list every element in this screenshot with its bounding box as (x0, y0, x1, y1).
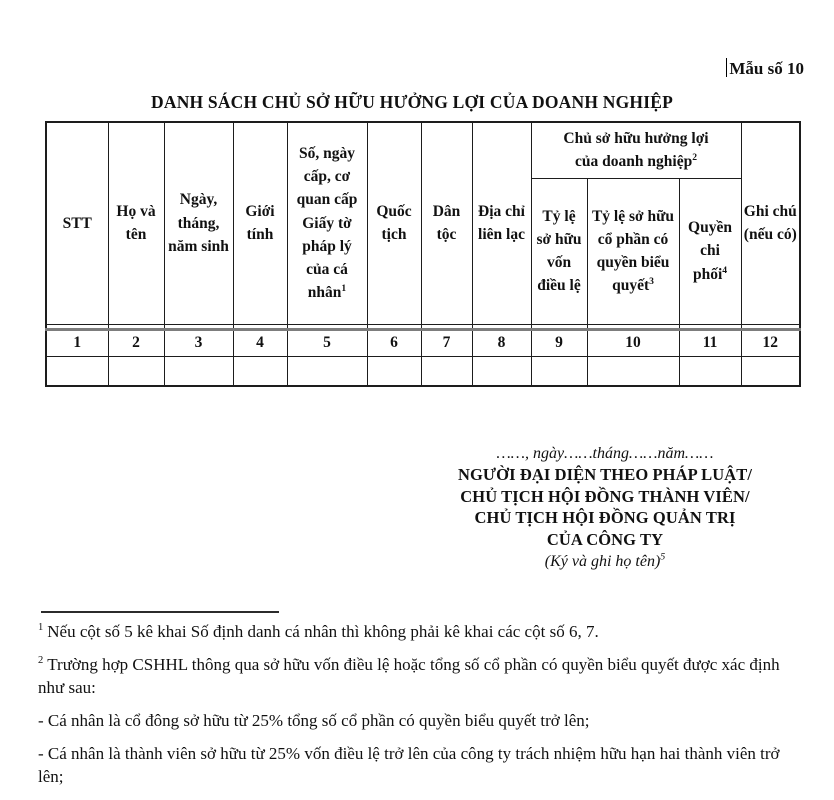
footnote-ref-2: 2 (692, 152, 697, 164)
signatory-title-line-2: CHỦ TỊCH HỘI ĐỒNG THÀNH VIÊN/ (460, 486, 750, 506)
col-header-charter-capital-ratio: Tỷ lệ sở hữu vốn điều lệ (531, 178, 587, 324)
data-entry-cell[interactable] (108, 356, 164, 386)
column-number-cell: 6 (367, 329, 421, 356)
data-entry-cell[interactable] (367, 356, 421, 386)
signature-block (390, 443, 820, 573)
col-header-voting-shares-ratio: Tỷ lệ sở hữu cổ phần có quyền biểu quyết$^3$ (587, 178, 679, 324)
column-number-cell: 8 (472, 329, 531, 356)
column-number-cell: 1 (46, 329, 108, 356)
footnote-item-3: - Cá nhân là cổ đông sở hữu từ 25% tổng số cổ phần có quyền biểu quyết trở lên; (38, 711, 590, 730)
footnote-item-4: - Cá nhân là thành viên sở hữu từ 25% vốn điều lệ trở lên của công ty trách nhiệm hữu hạn hai thành viên trở lên; (38, 744, 780, 786)
footnote-ref-5: 5 (660, 551, 666, 563)
col-header-nationality: Quốc tịch (367, 122, 421, 324)
signature-date-line: ……, ngày……tháng……năm…… (496, 445, 714, 462)
text-cursor (726, 58, 728, 77)
signatory-title-line-4: CỦA CÔNG TY (546, 529, 664, 549)
col-header-full-name: Họ và tên (108, 122, 164, 324)
signatory-title-line-1: NGƯỜI ĐẠI DIỆN THEO PHÁP LUẬT/ (457, 465, 753, 484)
footnote-ref-4: 4 (722, 264, 728, 276)
form-number-label (726, 58, 804, 79)
col-header-stt: STT (46, 122, 108, 324)
beneficial-owners-table (45, 121, 801, 387)
data-entry-cell[interactable] (741, 356, 800, 386)
column-number-cell: 10 (587, 329, 679, 356)
signing-instruction: (Ký và ghi họ tên)$^5$ (544, 551, 666, 570)
footnote-ref-3: 3 (649, 276, 654, 288)
data-entry-cell[interactable] (421, 356, 472, 386)
col-header-birth-date: Ngày, tháng, năm sinh (164, 122, 233, 324)
col-header-notes: Ghi chú (nếu có) (741, 122, 800, 324)
data-entry-row (46, 356, 800, 386)
data-entry-cell[interactable] (587, 356, 679, 386)
footnote-item-1: $^1$ Nếu cột số 5 kê khai Số định danh cá nhân thì không phải kê khai các cột số 6, 7. (38, 622, 599, 641)
col-header-ethnicity: Dân tộc (421, 122, 472, 324)
footnote-marker-2: 2 (38, 655, 44, 667)
column-number-cell: 3 (164, 329, 233, 356)
data-entry-cell[interactable] (46, 356, 108, 386)
footnote-separator-line (41, 611, 279, 613)
table-header-row-1 (46, 122, 800, 178)
data-entry-cell[interactable] (164, 356, 233, 386)
col-header-control-right: Quyền chi phối$^4$ (679, 178, 741, 324)
footnote-marker-1: 1 (38, 622, 44, 634)
footnotes-section (38, 605, 802, 798)
column-number-cell: 9 (531, 329, 587, 356)
column-number-cell: 5 (287, 329, 367, 356)
col-header-gender: Giới tính (233, 122, 287, 324)
footnote-item-2: $^2$ Trường hợp CSHHL thông qua sở hữu vốn điều lệ hoặc tổng số cổ phần có quyền biểu quyết được xác định như sau: (38, 655, 780, 697)
column-numbers-row (46, 329, 800, 356)
column-number-cell: 2 (108, 329, 164, 356)
data-entry-cell[interactable] (679, 356, 741, 386)
col-header-legal-id: Số, ngày cấp, cơ quan cấp Giấy tờ pháp lý của cá nhân$^1$ (287, 122, 367, 324)
col-group-header-beneficial-owner: Chủ sở hữu hưởng lợi của doanh nghiệp$^2$ (531, 122, 741, 178)
document-title: DANH SÁCH CHỦ SỞ HỮU HƯỞNG LỢI CỦA DOANH NGHIỆP (151, 92, 673, 112)
data-entry-cell[interactable] (287, 356, 367, 386)
form-number-text: Mẫu số 10 (729, 59, 804, 78)
signatory-title-line-3: CHỦ TỊCH HỘI ĐỒNG QUẢN TRỊ (474, 508, 736, 527)
column-number-cell: 7 (421, 329, 472, 356)
footnote-ref-1: 1 (341, 283, 347, 295)
column-number-cell: 11 (679, 329, 741, 356)
data-entry-cell[interactable] (472, 356, 531, 386)
data-entry-cell[interactable] (233, 356, 287, 386)
column-number-cell: 12 (741, 329, 800, 356)
data-entry-cell[interactable] (531, 356, 587, 386)
col-header-contact-address: Địa chỉ liên lạc (472, 122, 531, 324)
column-number-cell: 4 (233, 329, 287, 356)
